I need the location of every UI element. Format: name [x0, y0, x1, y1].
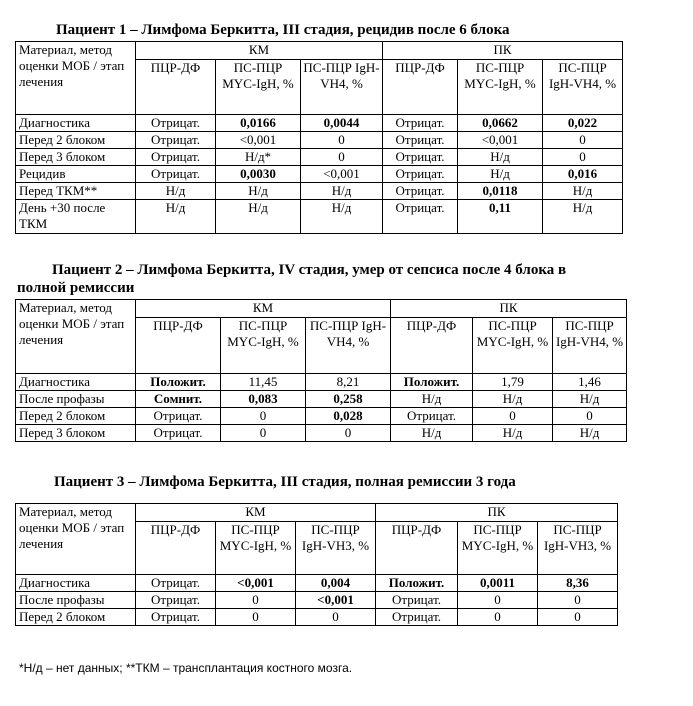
table-cell: Н/д — [391, 425, 473, 442]
table-cell: Н/д — [216, 200, 301, 234]
column-header: ПЦР-ДФ — [136, 318, 221, 374]
patient-2-table — [15, 299, 627, 442]
table-cell: Отрицат. — [376, 592, 458, 609]
patient-3-table — [15, 503, 618, 626]
table-cell: Н/д — [458, 149, 543, 166]
row-label: Перед ТКМ** — [16, 183, 136, 200]
column-header: ПЦР-ДФ — [136, 60, 216, 115]
table-cell: Н/д — [136, 200, 216, 234]
table-cell: Н/д — [553, 425, 627, 442]
table-cell: Н/д — [553, 391, 627, 408]
table-row — [16, 200, 623, 234]
table-row — [16, 166, 623, 183]
table-row — [16, 408, 627, 425]
table-cell: Н/д — [473, 425, 553, 442]
table-row — [16, 132, 623, 149]
table-cell: <0,001 — [296, 592, 376, 609]
group-header-km: КМ — [136, 504, 376, 522]
column-header: ПС-ПЦР MYC-IgH, % — [216, 522, 296, 575]
header-row-groups — [16, 300, 627, 318]
column-header: ПС-ПЦР MYC-IgH, % — [458, 60, 543, 115]
table-cell: 11,45 — [221, 374, 306, 391]
column-header: ПС-ПЦР MYC-IgH, % — [473, 318, 553, 374]
table-cell: Отрицат. — [136, 425, 221, 442]
table-cell: 0,083 — [221, 391, 306, 408]
table-cell: Отрицат. — [136, 575, 216, 592]
row-label: День +30 после ТКМ — [16, 200, 136, 234]
column-header: ПЦР-ДФ — [376, 522, 458, 575]
table-cell: 0,004 — [296, 575, 376, 592]
table-row — [16, 374, 627, 391]
column-header: ПС-ПЦР IgH-VH4, % — [301, 60, 383, 115]
table-cell: Отрицат. — [383, 200, 458, 234]
table-cell: Отрицат. — [383, 149, 458, 166]
table-cell: 0 — [216, 592, 296, 609]
footnote: *Н/д – нет данных; **ТКМ – трансплантация костного мозга. — [19, 661, 353, 675]
table-cell: Отрицат. — [136, 132, 216, 149]
table-cell: Н/д — [458, 166, 543, 183]
table-cell: 0 — [553, 408, 627, 425]
column-header: ПС-ПЦР IgH-VH4, % — [553, 318, 627, 374]
table-cell: 0 — [458, 592, 538, 609]
column-header: ПС-ПЦР IgH-VH3, % — [296, 522, 376, 575]
group-header-pk: ПК — [383, 42, 623, 60]
table-cell: 0,0011 — [458, 575, 538, 592]
table-cell: 0 — [543, 149, 623, 166]
table-cell: Отрицат. — [136, 592, 216, 609]
group-header-pk: ПК — [376, 504, 618, 522]
row-label: Перед 3 блоком — [16, 149, 136, 166]
header-row-groups — [16, 504, 618, 522]
table-cell: Отрицат. — [383, 132, 458, 149]
table-cell: Н/д — [543, 200, 623, 234]
column-header: ПС-ПЦР IgH-VH4, % — [306, 318, 391, 374]
table-cell: 0,0662 — [458, 115, 543, 132]
row-label: Рецидив — [16, 166, 136, 183]
table-cell: 0 — [473, 408, 553, 425]
table-cell: Сомнит. — [136, 391, 221, 408]
row-label-header: Материал, метод оценки МОБ / этап лечения — [16, 504, 136, 575]
column-header: ПС-ПЦР MYC-IgH, % — [216, 60, 301, 115]
row-label: Перед 2 блоком — [16, 408, 136, 425]
table-cell: 8,36 — [538, 575, 618, 592]
table-cell: Н/д — [136, 183, 216, 200]
patient-1-table — [15, 41, 623, 234]
table-cell: Отрицат. — [383, 115, 458, 132]
table-cell: 0,0118 — [458, 183, 543, 200]
table-cell: Положит. — [391, 374, 473, 391]
patient-2-title-line2: полной ремиссии — [17, 280, 135, 296]
table-cell: Н/д — [543, 183, 623, 200]
table-row — [16, 391, 627, 408]
column-header: ПЦР-ДФ — [383, 60, 458, 115]
header-row-groups — [16, 42, 623, 60]
table-cell: 0,0030 — [216, 166, 301, 183]
column-header: ПС-ПЦР IgH-VH4, % — [543, 60, 623, 115]
patient-3-title: Пациент 3 – Лимфома Беркитта, III стадия, полная ремиссии 3 года — [54, 474, 516, 490]
table-cell: Положит. — [376, 575, 458, 592]
table-cell: Н/д — [473, 391, 553, 408]
table-cell: 1,79 — [473, 374, 553, 391]
table-cell: 0,0166 — [216, 115, 301, 132]
table-cell: Н/д — [391, 391, 473, 408]
table-cell: 0,11 — [458, 200, 543, 234]
table-cell: 0 — [538, 592, 618, 609]
table-cell: Отрицат. — [391, 408, 473, 425]
group-header-pk: ПК — [391, 300, 627, 318]
row-label-header: Материал, метод оценки МОБ / этап лечения — [16, 300, 136, 374]
table-cell: 0,258 — [306, 391, 391, 408]
table-cell: <0,001 — [216, 575, 296, 592]
table-cell: <0,001 — [301, 166, 383, 183]
column-header: ПС-ПЦР MYC-IgH, % — [221, 318, 306, 374]
row-label: После профазы — [16, 391, 136, 408]
row-label: Перед 3 блоком — [16, 425, 136, 442]
table-cell: 0 — [543, 132, 623, 149]
table-row — [16, 592, 618, 609]
table-cell: 0,0044 — [301, 115, 383, 132]
table-cell: Отрицат. — [136, 149, 216, 166]
table-cell: Отрицат. — [136, 166, 216, 183]
table-cell: 0 — [301, 149, 383, 166]
table-row — [16, 149, 623, 166]
table-cell: 0,022 — [543, 115, 623, 132]
group-header-km: КМ — [136, 300, 391, 318]
table-cell: 8,21 — [306, 374, 391, 391]
table-cell: 0 — [216, 609, 296, 626]
row-label: Диагностика — [16, 374, 136, 391]
table-cell: Н/д* — [216, 149, 301, 166]
table-row — [16, 609, 618, 626]
table-cell: Н/д — [216, 183, 301, 200]
table-cell: Отрицат. — [383, 183, 458, 200]
patient-2-title: Пациент 2 – Лимфома Беркитта, IV стадия, умер от сепсиса после 4 блока в — [52, 262, 567, 278]
row-label: После профазы — [16, 592, 136, 609]
group-header-km: КМ — [136, 42, 383, 60]
column-header: ПЦР-ДФ — [136, 522, 216, 575]
table-cell: <0,001 — [458, 132, 543, 149]
table-cell: 0 — [301, 132, 383, 149]
table-cell: Отрицат. — [136, 609, 216, 626]
table-cell: Отрицат. — [383, 166, 458, 183]
table-cell: 0 — [296, 609, 376, 626]
table-cell: 0 — [221, 425, 306, 442]
table-cell: Н/д — [301, 183, 383, 200]
column-header: ПС-ПЦР IgH-VH3, % — [538, 522, 618, 575]
row-label-header: Материал, метод оценки МОБ / этап лечения — [16, 42, 136, 115]
column-header: ПЦР-ДФ — [391, 318, 473, 374]
table-cell: 0 — [458, 609, 538, 626]
column-header: ПС-ПЦР MYC-IgH, % — [458, 522, 538, 575]
row-label: Перед 2 блоком — [16, 132, 136, 149]
row-label: Перед 2 блоком — [16, 609, 136, 626]
table-cell: 0 — [221, 408, 306, 425]
row-label: Диагностика — [16, 115, 136, 132]
table-cell: Отрицат. — [136, 408, 221, 425]
table-cell: 1,46 — [553, 374, 627, 391]
table-cell: Отрицат. — [136, 115, 216, 132]
patient-1-title: Пациент 1 – Лимфома Беркитта, III стадия, рецидив после 6 блока — [56, 22, 510, 38]
table-cell: Н/д — [301, 200, 383, 234]
table-cell: Положит. — [136, 374, 221, 391]
table-row — [16, 115, 623, 132]
table-cell: 0 — [538, 609, 618, 626]
table-cell: Отрицат. — [376, 609, 458, 626]
table-row — [16, 575, 618, 592]
table-cell: 0 — [306, 425, 391, 442]
table-cell: <0,001 — [216, 132, 301, 149]
table-row — [16, 425, 627, 442]
table-cell: 0,016 — [543, 166, 623, 183]
table-row — [16, 183, 623, 200]
table-cell: 0,028 — [306, 408, 391, 425]
row-label: Диагностика — [16, 575, 136, 592]
